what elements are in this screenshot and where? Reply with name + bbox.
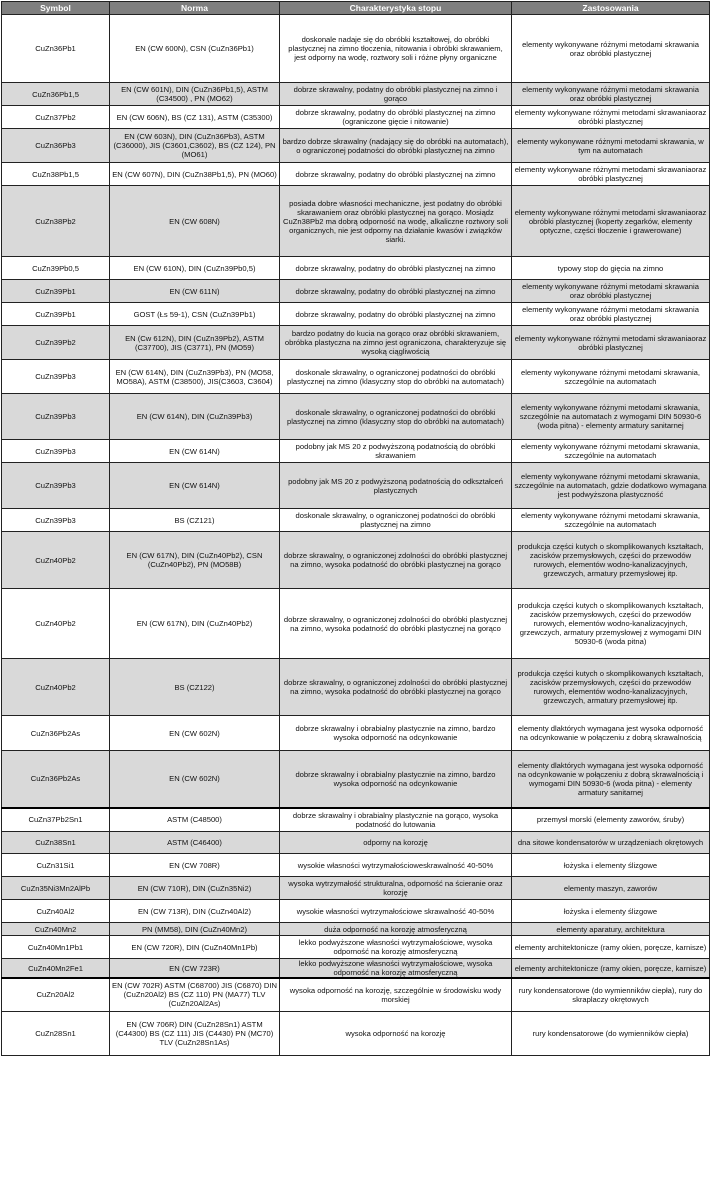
cell-symbol: CuZn36Pb3 [2, 129, 110, 163]
table-row [2, 83, 710, 106]
header-norma: Norma [110, 2, 280, 15]
cell-zastosowania: elementy wykonywane różnymi metodami skrawania oraz obróbki plastycznej [512, 83, 710, 106]
cell-zastosowania: elementy dlaktórych wymagana jest wysoka odporność na odcynkowanie w połączeniu z dobrą skrawalnością [512, 716, 710, 751]
cell-zastosowania: elementy wykonywane różnymi metodami skrawania oraz obróbki plastycznej [512, 303, 710, 326]
cell-charakterystyka: odporny na korozję [280, 832, 512, 854]
cell-norma: ASTM (C48500) [110, 808, 280, 832]
cell-norma: EN (CW 614N), DIN (CuZn39Pb3), PN (MO58, MO58A), ASTM (C38500), JIS(C3603, C3604) [110, 360, 280, 394]
cell-zastosowania: elementy wykonywane różnymi metodami skrawania, szczególnie na automatach [512, 509, 710, 532]
cell-charakterystyka: dobrze skrawalny, o ograniczonej zdolności do obróbki plastycznej na zimno, wysoka podatność do obróbki plastycznej na gorąco [280, 659, 512, 716]
cell-zastosowania: łożyska i elementy ślizgowe [512, 854, 710, 877]
table-row [2, 936, 710, 959]
cell-charakterystyka: wysoka odporność na korozję [280, 1011, 512, 1055]
cell-norma: EN (CW 602N) [110, 716, 280, 751]
cell-charakterystyka: bardzo podatny do kucia na gorąco oraz obróbki skrawaniem, obróbka plastyczna na zimno jest ograniczona, charakteryzuje się wysoką ciągliwością [280, 326, 512, 360]
cell-norma: EN (CW 603N), DIN (CuZn36Pb3), ASTM (C36000), JIS (C3601,C3602), BS (CZ 124), PN (MO61) [110, 129, 280, 163]
cell-symbol: CuZn39Pb3 [2, 509, 110, 532]
cell-norma: EN (CW 720R), DIN (CuZn40Mn1Pb) [110, 936, 280, 959]
cell-zastosowania: elementy dlaktórych wymagana jest wysoka odporność na odcynkowanie w połączeniu z dobrą skrawalnością i wymogami DIN 50930-6 (woda pitna) - elementy armatury sanitarnej [512, 751, 710, 808]
table-row [2, 1011, 710, 1055]
table-row [2, 257, 710, 280]
cell-zastosowania: elementy wykonywane różnymi metodami skrawaniaoraz obróbki plastycznej [512, 106, 710, 129]
cell-symbol: CuZn40Mn1Pb1 [2, 936, 110, 959]
cell-norma: EN (CW 708R) [110, 854, 280, 877]
cell-charakterystyka: posiada dobre własności mechaniczne, jest podatny do obróbki skarawaniem oraz obróbki plastycznej na gorąco. Mosiądz CuZn38Pb2 ma dobrą odporność na wodę, alkaliczne roztwory soli organicznych, nie jest odporny na działanie kwasów i związków siarki. [280, 186, 512, 257]
cell-symbol: CuZn37Pb2 [2, 106, 110, 129]
cell-norma: EN (CW 710R), DIN (CuZn35Ni2) [110, 877, 280, 900]
table-row [2, 129, 710, 163]
table-row [2, 394, 710, 440]
cell-symbol: CuZn40Mn2Fe1 [2, 959, 110, 979]
table-row [2, 659, 710, 716]
table-row [2, 440, 710, 463]
cell-symbol: CuZn31Si1 [2, 854, 110, 877]
cell-charakterystyka: dobrze skrawalny, o ograniczonej zdolności do obróbki plastycznej na zimno, wysoka podatność do obróbki plastycznej na gorąco [280, 589, 512, 659]
cell-charakterystyka: doskonale skrawalny, o ograniczonej podatności do obróbki plastycznej na zimno (klasyczny stop do obróbki na automatach) [280, 360, 512, 394]
cell-zastosowania: produkcja części kutych o skomplikowanych kształtach, zacisków przemysłowych, części do przewodów rurowych, elementów wodno-kanalizacyjnych, grzewczych, armatury przemysłowej itp. [512, 659, 710, 716]
cell-symbol: CuZn39Pb0,5 [2, 257, 110, 280]
cell-norma: GOST (Łs 59-1), CSN (CuZn39Pb1) [110, 303, 280, 326]
cell-charakterystyka: duża odporność na korozję atmosferyczną [280, 923, 512, 936]
cell-zastosowania: rury kondensatorowe (do wymienników ciepła), rury do skraplaczy okrętowych [512, 978, 710, 1011]
table-row [2, 303, 710, 326]
cell-zastosowania: produkcja części kutych o skomplikowanych kształtach, zacisków przemysłowych, części do przewodów rurowych, elementów wodno-kanalizacyjnych, grzewczych, armatury przemysłowej itp. [512, 532, 710, 589]
cell-zastosowania: typowy stop do gięcia na zimno [512, 257, 710, 280]
table-row [2, 509, 710, 532]
cell-symbol: CuZn38Pb1,5 [2, 163, 110, 186]
cell-charakterystyka: wysokie własności wytrzymałościoweskrawalność 40-50% [280, 854, 512, 877]
table-row [2, 923, 710, 936]
cell-zastosowania: elementy wykonywane różnymi metodami skrawaniaoraz obróbki plastycznej [512, 326, 710, 360]
cell-norma: PN (MM58), DIN (CuZn40Mn2) [110, 923, 280, 936]
alloy-table [1, 1, 710, 1056]
cell-symbol: CuZn40Pb2 [2, 659, 110, 716]
cell-norma: EN (CW 614N) [110, 440, 280, 463]
cell-zastosowania: elementy wykonywane różnymi metodami skrawaniaoraz obróbki plastycznej [512, 163, 710, 186]
table-row [2, 326, 710, 360]
cell-zastosowania: przemysł morski (elementy zaworów, śruby) [512, 808, 710, 832]
table-row [2, 280, 710, 303]
cell-symbol: CuZn40Al2 [2, 900, 110, 923]
cell-zastosowania: elementy maszyn, zaworów [512, 877, 710, 900]
table-row [2, 106, 710, 129]
cell-symbol: CuZn20Al2 [2, 978, 110, 1011]
cell-norma: EN (CW 611N) [110, 280, 280, 303]
cell-charakterystyka: doskonale skrawalny, o ograniczonej podatności do obróbki plastycznej na zimno [280, 509, 512, 532]
cell-norma: EN (CW 600N), CSN (CuZn36Pb1) [110, 15, 280, 83]
cell-charakterystyka: dobrze skrawalny, o ograniczonej zdolności do obróbki plastycznej na zimno, wysoka podatność do obróbki plastycznej na gorąco [280, 532, 512, 589]
table-row [2, 832, 710, 854]
cell-symbol: CuZn37Pb2Sn1 [2, 808, 110, 832]
table-row [2, 900, 710, 923]
cell-symbol: CuZn36Pb2As [2, 751, 110, 808]
cell-symbol: CuZn39Pb3 [2, 360, 110, 394]
cell-zastosowania: elementy wykonywane różnymi metodami skrawania, szczególnie na automatach, gdzie dodatkowo wymagana jest podwyższona plastyczność [512, 463, 710, 509]
cell-zastosowania: elementy wykonywane różnymi metodami skrawania, szczególnie na automatach [512, 360, 710, 394]
cell-norma: EN (CW 601N), DIN (CuZn36Pb1,5), ASTM (C34500) , PN (MO62) [110, 83, 280, 106]
cell-charakterystyka: wysoka odporność na korozję, szczególnie w środowisku wody morskiej [280, 978, 512, 1011]
cell-norma: EN (CW 610N), DIN (CuZn39Pb0,5) [110, 257, 280, 280]
cell-zastosowania: produkcja części kutych o skomplikowanych kształtach, zacisków przemysłowych, części do przewodów rurowych, elementów wodno-kanalizacyjnych, grzewczych, armatury przemysłowej z wymogami DIN 50930-6 (woda pitna) [512, 589, 710, 659]
cell-norma: EN (CW 713R), DIN (CuZn40Al2) [110, 900, 280, 923]
table-row [2, 808, 710, 832]
cell-symbol: CuZn36Pb1 [2, 15, 110, 83]
header-charakterystyka: Charakterystyka stopu [280, 2, 512, 15]
cell-charakterystyka: dobrze skrawalny, podatny do obróbki plastycznej na zimno [280, 303, 512, 326]
cell-symbol: CuZn40Mn2 [2, 923, 110, 936]
cell-zastosowania: elementy wykonywane różnymi metodami skrawania, szczególnie na automatach z wymogami DIN 50930-6 (woda pitna) - elementy armatury sanitarnej [512, 394, 710, 440]
cell-symbol: CuZn38Sn1 [2, 832, 110, 854]
table-row [2, 877, 710, 900]
cell-zastosowania: dna sitowe kondensatorów w urządzeniach okrętowych [512, 832, 710, 854]
table-row [2, 959, 710, 979]
table-row [2, 751, 710, 808]
cell-norma: EN (CW 702R) ASTM (C68700) JIS (C6870) DIN (CuZn20Al2) BS (CZ 110) PN (MA77) TLV (CuZn20Al2As) [110, 978, 280, 1011]
cell-symbol: CuZn39Pb1 [2, 303, 110, 326]
cell-norma: ASTM (C46400) [110, 832, 280, 854]
table-header-row [2, 2, 710, 15]
cell-norma: EN (CW 602N) [110, 751, 280, 808]
table-row [2, 463, 710, 509]
cell-symbol: CuZn28Sn1 [2, 1011, 110, 1055]
cell-charakterystyka: dobrze skrawalny i obrabialny plastycznie na gorąco, wysoka podatność do lutowania [280, 808, 512, 832]
cell-charakterystyka: doskonale skrawalny, o ograniczonej podatności do obróbki plastycznej na zimno (klasyczny stop do obróbki na automatach) [280, 394, 512, 440]
cell-zastosowania: elementy wykonywane różnymi metodami skrawaniaoraz obróbki plastycznej (koperty zegarków, elementy optyczne, części tłoczenie i grawerowane) [512, 186, 710, 257]
cell-symbol: CuZn39Pb3 [2, 463, 110, 509]
table-row [2, 716, 710, 751]
table-row [2, 589, 710, 659]
cell-charakterystyka: wysokie własności wytrzymałościowe skrawalność 40-50% [280, 900, 512, 923]
cell-norma: EN (CW 617N), DIN (CuZn40Pb2), CSN (CuZn40Pb2), PN (MO58B) [110, 532, 280, 589]
cell-symbol: CuZn40Pb2 [2, 532, 110, 589]
cell-charakterystyka: bardzo dobrze skrawalny (nadający się do obróbki na automatach), o ograniczonej podatności do obróbki plastycznej na zimno [280, 129, 512, 163]
cell-norma: BS (CZ122) [110, 659, 280, 716]
cell-symbol: CuZn36Pb1,5 [2, 83, 110, 106]
cell-charakterystyka: doskonale nadaje się do obróbki kształtowej, do obróbki plastycznej na zimno tłoczenia, nitowania i obróbki skrawaniem, jest odporny na wodę, roztwory soli i różne płyny organiczne [280, 15, 512, 83]
cell-symbol: CuZn36Pb2As [2, 716, 110, 751]
alloy-table-container [1, 1, 709, 1056]
cell-zastosowania: łożyska i elementy ślizgowe [512, 900, 710, 923]
cell-symbol: CuZn40Pb2 [2, 589, 110, 659]
cell-norma: EN (CW 606N), BS (CZ 131), ASTM (C35300) [110, 106, 280, 129]
table-row [2, 186, 710, 257]
cell-norma: EN (CW 706R) DIN (CuZn28Sn1) ASTM (C44300) BS (CZ 111) JIS (C4430) PN (MC70) TLV (CuZn28Sn1As) [110, 1011, 280, 1055]
cell-charakterystyka: dobrze skrawalny, podatny do obróbki plastycznej na zimno (ograniczone gięcie i nitowanie) [280, 106, 512, 129]
cell-zastosowania: elementy architektonicze (ramy okien, poręcze, karnisze) [512, 936, 710, 959]
cell-charakterystyka: podobny jak MS 20 z podwyższoną podatnością do odkształceń plastycznych [280, 463, 512, 509]
cell-symbol: CuZn35Ni3Mn2AlPb [2, 877, 110, 900]
cell-charakterystyka: dobrze skrawalny, podatny do obróbki plastycznej na zimno [280, 163, 512, 186]
cell-symbol: CuZn39Pb3 [2, 440, 110, 463]
cell-charakterystyka: dobrze skrawalny, podatny do obróbki plastycznej na zimno i gorąco [280, 83, 512, 106]
cell-symbol: CuZn39Pb3 [2, 394, 110, 440]
cell-charakterystyka: wysoka wytrzymałość strukturalna, odporność na ścieranie oraz korozję [280, 877, 512, 900]
cell-norma: EN (CW 614N), DIN (CuZn39Pb3) [110, 394, 280, 440]
cell-norma: BS (CZ121) [110, 509, 280, 532]
cell-charakterystyka: dobrze skrawalny i obrabialny plastycznie na zimno, bardzo wysoka odporność na odcynkowanie [280, 751, 512, 808]
cell-charakterystyka: podobny jak MS 20 z podwyższoną podatnością do obróbki skrawaniem [280, 440, 512, 463]
cell-charakterystyka: lekko podwyższone własności wytrzymałościowe, wysoka odporność na korozję atmosferyczną [280, 959, 512, 979]
table-body [2, 15, 710, 1056]
header-symbol: Symbol [2, 2, 110, 15]
cell-norma: EN (CW 614N) [110, 463, 280, 509]
table-row [2, 15, 710, 83]
cell-charakterystyka: dobrze skrawalny, podatny do obróbki plastycznej na zimno [280, 257, 512, 280]
table-row [2, 532, 710, 589]
table-row [2, 854, 710, 877]
table-row [2, 163, 710, 186]
cell-zastosowania: elementy wykonywane różnymi metodami skrawania, w tym na automatach [512, 129, 710, 163]
cell-zastosowania: elementy wykonywane różnymi metodami skrawania oraz obróbki plastycznej [512, 15, 710, 83]
table-row [2, 360, 710, 394]
cell-zastosowania: rury kondensatorowe (do wymienników ciepła) [512, 1011, 710, 1055]
header-zastosowania: Zastosowania [512, 2, 710, 15]
cell-charakterystyka: dobrze skrawalny i obrabialny plastycznie na zimno, bardzo wysoka odporność na odcynkowanie [280, 716, 512, 751]
cell-symbol: CuZn38Pb2 [2, 186, 110, 257]
cell-norma: EN (CW 607N), DIN (CuZn38Pb1,5), PN (MO60) [110, 163, 280, 186]
table-row [2, 978, 710, 1011]
cell-symbol: CuZn39Pb2 [2, 326, 110, 360]
cell-charakterystyka: lekko podwyższone własności wytrzymałościowe, wysoka odporność na korozję atmosferyczną [280, 936, 512, 959]
cell-zastosowania: elementy wykonywane różnymi metodami skrawania, szczególnie na automatach [512, 440, 710, 463]
cell-zastosowania: elementy aparatury, architektura [512, 923, 710, 936]
cell-norma: EN (CW 608N) [110, 186, 280, 257]
cell-norma: EN (Cw 612N), DIN (CuZn39Pb2), ASTM (C37700), JIS (C3771), PN (MO59) [110, 326, 280, 360]
cell-zastosowania: elementy architektonicze (ramy okien, poręcze, karnisze) [512, 959, 710, 979]
cell-symbol: CuZn39Pb1 [2, 280, 110, 303]
cell-norma: EN (CW 723R) [110, 959, 280, 979]
cell-charakterystyka: dobrze skrawalny, podatny do obróbki plastycznej na zimno [280, 280, 512, 303]
cell-zastosowania: elementy wykonywane różnymi metodami skrawania oraz obróbki plastycznej [512, 280, 710, 303]
cell-norma: EN (CW 617N), DIN (CuZn40Pb2) [110, 589, 280, 659]
